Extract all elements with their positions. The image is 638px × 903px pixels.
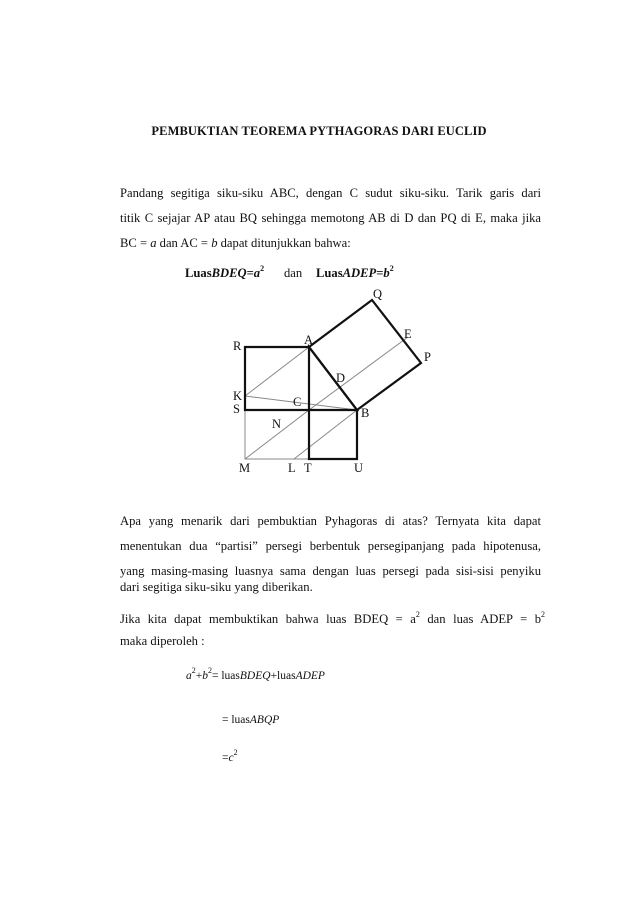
line-c-e bbox=[309, 337, 408, 410]
label-a: A bbox=[304, 333, 314, 347]
claim-left: $LuasBDEQ=a^2$ bbox=[185, 264, 265, 280]
label-u: U bbox=[354, 461, 364, 475]
para2-line-4: dari segitiga siku-siku yang diberikan. bbox=[120, 580, 313, 594]
label-l: L bbox=[288, 461, 296, 475]
label-c: C bbox=[293, 395, 302, 409]
equation-1: $a^2+b^2=$ luasBDEQ+luasADEP bbox=[186, 666, 325, 682]
para3-line-2: maka diperoleh : bbox=[120, 634, 205, 648]
label-r: R bbox=[233, 339, 242, 353]
label-n: N bbox=[272, 417, 282, 431]
square-on-ab bbox=[309, 300, 421, 410]
label-q: Q bbox=[373, 287, 383, 301]
para3-line-1: Jika kita dapat membuktikan bahwa luas BDEQ = $a^2$ dan luas ADEP = $b^2$ bbox=[120, 610, 545, 626]
label-d: D bbox=[336, 371, 346, 385]
para2-line-2: menentukan dua “partisi” persegi berbentuk persegipanjang pada hipotenusa, bbox=[120, 539, 541, 553]
label-t: T bbox=[304, 461, 312, 475]
intro-line-3: BC = a dan AC = b dapat ditunjukkan bahwa: bbox=[120, 236, 351, 250]
intro-line-1: Pandang segitiga siku-siku ABC, dengan C sudut siku-siku. Tarik garis dari bbox=[120, 186, 541, 200]
para2-line-3: yang masing-masing luasnya sama dengan luas persegi pada sisi-sisi penyiku bbox=[120, 564, 541, 578]
page-title: PEMBUKTIAN TEOREMA PYTHAGORAS DARI EUCLID bbox=[151, 124, 487, 138]
label-b: B bbox=[361, 406, 370, 420]
label-e: E bbox=[404, 327, 412, 341]
equation-3: $=c^2$ bbox=[222, 748, 238, 764]
claim-and: dan bbox=[284, 266, 303, 280]
line-k-a bbox=[245, 347, 309, 396]
line-l-b bbox=[294, 410, 357, 459]
label-s: S bbox=[233, 402, 240, 416]
equation-2: = luasABQP bbox=[222, 714, 280, 726]
claim-right: $LuasADEP=b^2$ bbox=[316, 264, 394, 280]
label-m: M bbox=[239, 461, 251, 475]
para2-line-1: Apa yang menarik dari pembuktian Pyhagoras di atas? Ternyata kita dapat bbox=[120, 514, 541, 528]
intro-line-2: titik C sejajar AP atau BQ sehingga memotong AB di D dan PQ di E, maka jika bbox=[120, 211, 541, 225]
square-on-bc-lower bbox=[245, 410, 357, 459]
square-on-bc bbox=[309, 410, 357, 459]
triangle-abc bbox=[309, 347, 357, 410]
label-k: K bbox=[233, 389, 243, 403]
label-p: P bbox=[424, 350, 431, 364]
